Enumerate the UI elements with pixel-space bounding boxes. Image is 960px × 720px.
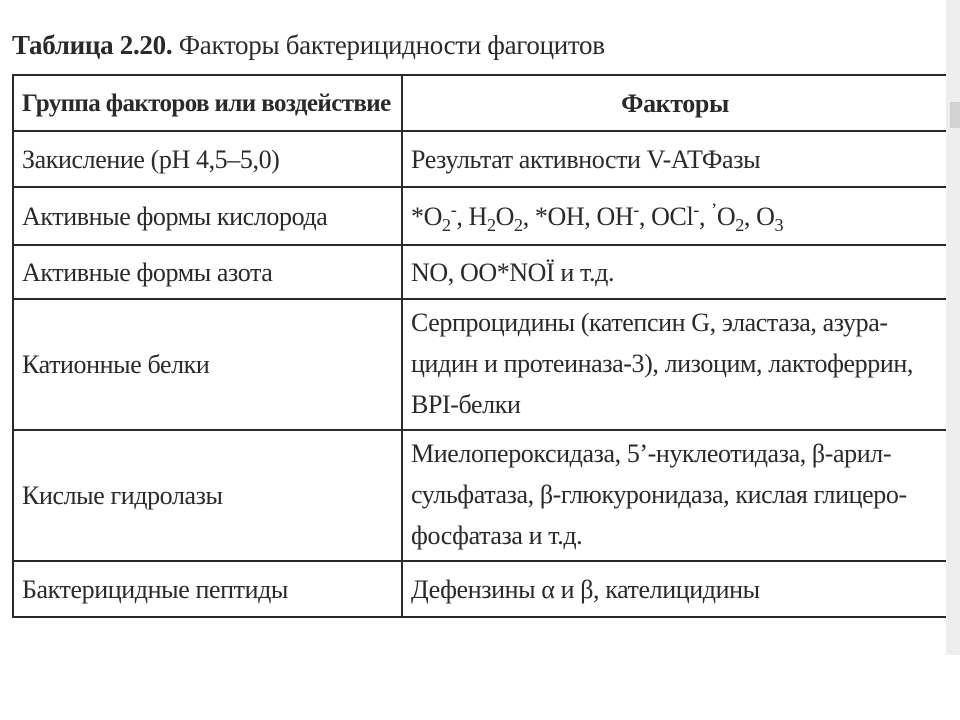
table-header-row <box>13 75 948 131</box>
table-row <box>13 561 948 617</box>
group-cell: Закисление (pH 4,5–5,0) <box>13 131 402 187</box>
table-row <box>13 245 948 299</box>
group-cell: Катионные белки <box>13 299 402 430</box>
column-header-factors: Факторы <box>402 75 948 131</box>
group-cell: Активные формы кислорода <box>13 187 402 245</box>
factors-cell: NO, OO*NOЇ и т.д. <box>402 245 948 299</box>
factors-table <box>12 74 949 618</box>
table-row <box>13 299 948 430</box>
factors-line: цидин и протеиназа-3), лизоцим, лактоферрин, <box>411 349 913 378</box>
column-header-group: Группа факторов или воздействие <box>13 75 402 131</box>
group-cell: Бактерицидные пептиды <box>13 561 402 617</box>
factors-line: Миелопероксидаза, 5’-нуклеотидаза, β-арил- <box>411 439 892 468</box>
caption-title: Факторы бактерицидности фагоцитов <box>178 30 605 60</box>
factors-cell-multiline <box>402 299 948 430</box>
factors-line: BPI-белки <box>411 390 521 419</box>
table-row <box>13 430 948 561</box>
factors-cell: Дефензины α и β, кателицидины <box>402 561 948 617</box>
group-cell: Активные формы азота <box>13 245 402 299</box>
factors-line: Серпроцидины (катепсин G, эластаза, азура- <box>411 308 888 337</box>
factors-cell-formulas: $*O_2^-$, $H_2O_2$, *OH, OH-, OCl-, $^’O_2$, $O_3$ <box>402 187 948 245</box>
table-caption <box>12 30 605 61</box>
table-row <box>13 187 948 245</box>
group-cell: Кислые гидролазы <box>13 430 402 561</box>
caption-label: Таблица 2.20. <box>12 30 173 60</box>
factors-cell-multiline <box>402 430 948 561</box>
factors-line: сульфатаза, β-глюкуронидаза, кислая глицеро- <box>411 480 907 509</box>
table-row <box>13 131 948 187</box>
side-bar-marker <box>950 102 960 128</box>
page-side-bar <box>946 0 960 655</box>
factors-cell: Результат активности V-АТФазы <box>402 131 948 187</box>
factors-line: фосфатаза и т.д. <box>411 521 583 550</box>
